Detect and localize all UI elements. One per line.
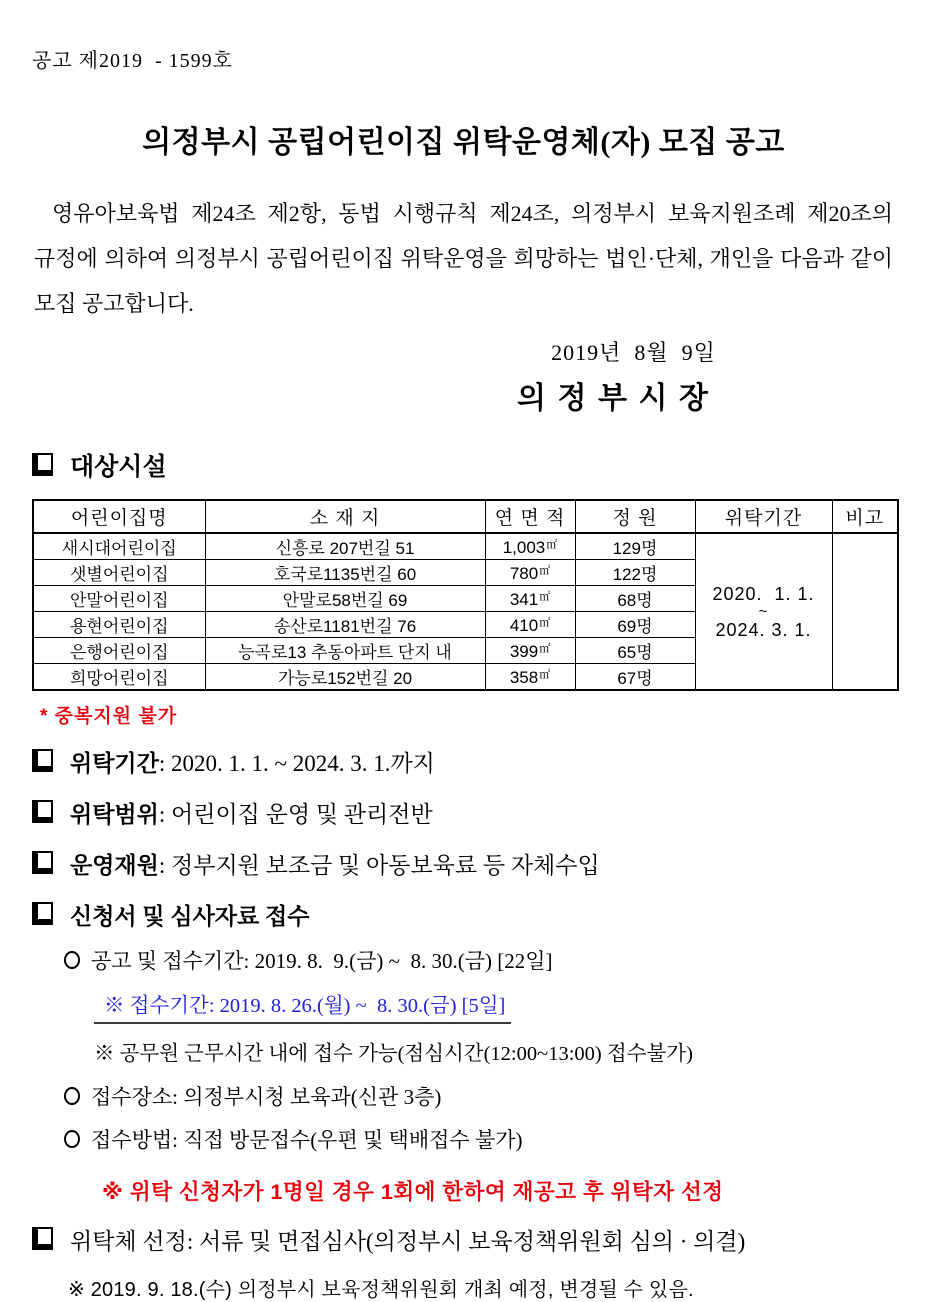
square-bullet-icon [32, 851, 53, 874]
item-submission-heading-label: 신청서 및 심사자료 접수 [70, 904, 310, 930]
period-tilde: ~ [758, 602, 769, 620]
item-selection-text: : 서류 및 면접심사(의정부시 보육정책위원회 심의 · 의결) [186, 1228, 746, 1254]
square-bullet-icon [32, 749, 53, 772]
item-funding-text: : 정부지원 보조금 및 아동보육료 등 자체수입 [158, 853, 600, 879]
cell-area: 358㎡ [485, 664, 575, 691]
item-scope-label: 위탁범위 [70, 802, 159, 828]
cell-capacity: 129명 [575, 533, 695, 560]
cell-capacity: 69명 [575, 612, 695, 638]
cell-facility-name: 용현어린이집 [33, 612, 205, 638]
col-header-capacity: 정 원 [575, 500, 695, 533]
cell-capacity: 122명 [575, 560, 695, 586]
cell-area: 410㎡ [485, 612, 575, 638]
area-unit: ㎡ [539, 564, 551, 577]
sub-item-place [64, 1084, 897, 1111]
item-selection [32, 1226, 897, 1257]
col-header-name: 어린이집명 [33, 500, 205, 533]
period-end: 2024. 3. 1. [715, 619, 812, 640]
no-duplicate-note: * 중복지원 불가 [40, 706, 178, 728]
cell-facility-name: 은행어린이집 [33, 638, 205, 664]
square-bullet-icon [32, 1227, 53, 1250]
cell-capacity: 67명 [575, 664, 695, 691]
area-unit: ㎡ [539, 616, 551, 629]
cell-area: 341㎡ [485, 586, 575, 612]
cell-address: 신흥로 207번길 51 [205, 533, 485, 560]
col-header-note: 비고 [832, 500, 898, 533]
table-row [33, 533, 898, 560]
cell-address: 안말로58번길 69 [205, 586, 485, 612]
cell-address: 송산로1181번길 76 [205, 612, 485, 638]
place-text: 접수장소: 의정부시청 보육과(신관 3층) [91, 1085, 442, 1110]
sub-item-method [64, 1127, 897, 1154]
circle-bullet-icon [64, 951, 80, 969]
sub-item-notice-period [64, 948, 897, 975]
cell-area: 780㎡ [485, 560, 575, 586]
notice-date: 2019년 8월 9일 [551, 340, 716, 366]
cell-area: 399㎡ [485, 638, 575, 664]
method-text: 접수방법: 직접 방문접수(우편 및 택배접수 불가) [91, 1128, 523, 1153]
cell-facility-name: 안말어린이집 [33, 586, 205, 612]
cell-capacity: 68명 [575, 586, 695, 612]
single-applicant-warning: ※ 위탁 신청자가 1명일 경우 1회에 한하여 재공고 후 위탁자 선정 [102, 1179, 724, 1204]
item-submission-heading [32, 901, 897, 932]
receipt-period-highlight: ※ 접수기간: 2019. 8. 26.(월) ~ 8. 30.(금) [5일] [94, 993, 511, 1025]
cell-address: 호국로1135번길 60 [205, 560, 485, 586]
committee-schedule-note: ※ 2019. 9. 18.(수) 의정부시 보육정책위원회 개최 예정, 변경될 수 있음. [68, 1278, 694, 1301]
table-header-row [33, 500, 898, 533]
hours-note-text: ※ 공무원 근무시간 내에 접수 가능(점심시간(12:00~13:00) 접수불가) [94, 1043, 693, 1066]
area-unit: ㎡ [539, 668, 551, 681]
area-unit: ㎡ [539, 642, 551, 655]
item-scope-text: : 어린이집 운영 및 관리전반 [158, 802, 433, 828]
square-bullet-icon [32, 902, 53, 925]
item-period [32, 748, 897, 779]
cell-address: 능곡로13 추동아파트 단지 내 [205, 638, 485, 664]
area-unit: ㎡ [546, 538, 558, 551]
item-period-text: : 2020. 1. 1. ~ 2024. 3. 1.까지 [158, 751, 435, 777]
section-heading-label: 대상시설 [70, 454, 167, 482]
intro-paragraph: 영유아보육법 제24조 제2항, 동법 시행규칙 제24조, 의정부시 보육지원조례 제20조의 규정에 의하여 의정부시 공립어린이집 위탁운영을 희망하는 법인·단체, 개인을 다음과 같이 모집 공고합니다. [34, 201, 893, 317]
cell-capacity: 65명 [575, 638, 695, 664]
notice-period-text: 공고 및 접수기간: 2019. 8. 9.(금) ~ 8. 30.(금) [22일] [91, 949, 553, 974]
col-header-area: 연 면 적 [485, 500, 575, 533]
period-start: 2020. 1. 1. [712, 583, 815, 604]
page-title: 의정부시 공립어린이집 위탁운영체(자) 모집 공고 [142, 126, 785, 159]
facilities-table [32, 499, 899, 691]
square-bullet-icon [32, 453, 53, 476]
item-funding [32, 850, 897, 881]
item-selection-label: 위탁체 선정 [70, 1228, 187, 1254]
cell-facility-name: 샛별어린이집 [33, 560, 205, 586]
cell-address: 가능로152번길 20 [205, 664, 485, 691]
section-target-facilities [32, 447, 897, 483]
square-bullet-icon [32, 800, 53, 823]
circle-bullet-icon [64, 1087, 80, 1105]
col-header-period: 위탁기간 [695, 500, 832, 533]
cell-note [832, 533, 898, 690]
item-period-label: 위탁기간 [70, 751, 159, 777]
cell-period [695, 533, 832, 690]
circle-bullet-icon [64, 1130, 80, 1148]
doc-number: 공고 제2019 - 1599호 [32, 50, 233, 72]
sub-item-hours-note [94, 1041, 897, 1068]
cell-area: 1,003㎡ [485, 533, 575, 560]
cell-facility-name: 새시대어린이집 [33, 533, 205, 560]
col-header-address: 소 재 지 [205, 500, 485, 533]
cell-facility-name: 희망어린이집 [33, 664, 205, 691]
issuer-name: 의 정 부 시 장 [517, 382, 710, 416]
item-scope [32, 799, 897, 830]
area-unit: ㎡ [539, 590, 551, 603]
item-funding-label: 운영재원 [70, 853, 159, 879]
sub-item-receipt-period [94, 993, 897, 1025]
